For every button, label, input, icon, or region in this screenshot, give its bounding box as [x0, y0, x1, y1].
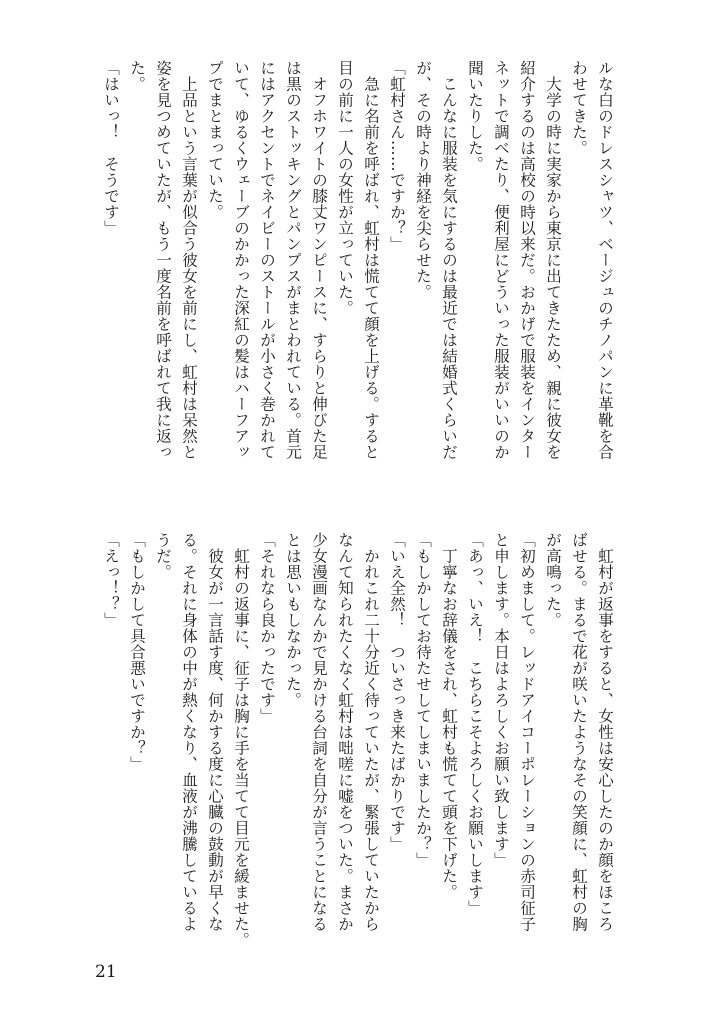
text-line: る。それに身体の中が熱くなり、血液が沸騰しているよ	[180, 532, 198, 932]
page-number: 21	[95, 962, 117, 982]
text-line: は黒のストッキングとパンプスがまとわれている。首元	[284, 60, 302, 460]
text-line: ばせる。まるで花が咲いたようなその笑顔に、虹村の胸	[570, 532, 588, 932]
text-line: 彼女が一言話す度、何かする度に心臓の鼓動が早くな	[206, 532, 224, 932]
text-line: ネットで調べたり、便利屋にどういった服装がいいのか	[492, 60, 510, 460]
text-line: こんなに服装を気にするのは最近では結婚式くらいだ	[440, 60, 458, 460]
text-line: 「もしかして具合悪いですか？」	[128, 532, 146, 772]
text-line: わせてきた。	[570, 60, 588, 156]
text-line: 少女漫画なんかで見かける台詞を自分が言うことになる	[310, 532, 328, 932]
text-block-top	[98, 60, 618, 500]
text-line: 目の前に一人の女性が立っていた。	[336, 60, 354, 316]
text-line: にはアクセントでネイビーのストールが小さく巻かれて	[258, 60, 276, 460]
text-line: 「初めまして。レッドアイコーポレーションの赤司征子	[518, 532, 536, 932]
text-line: が、その時より神経を尖らせた。	[414, 60, 432, 300]
text-line: 大学の時に実家から東京に出てきたため、親に彼女を	[544, 60, 562, 460]
text-line: 「えっ！？」	[102, 532, 120, 628]
text-line: 姿を見つめていたが、もう一度名前を呼ばれて我に返っ	[154, 60, 172, 460]
text-line: 虹村が返事をすると、女性は安心したのか顔をほころ	[596, 532, 614, 932]
text-line: 「虹村さん……ですか？」	[388, 60, 406, 252]
text-line: が高鳴った。	[544, 532, 562, 628]
text-line: 聞いたりした。	[466, 60, 484, 172]
text-line: 丁寧なお辞儀をされ、虹村も慌てて頭を下げた。	[440, 532, 458, 900]
text-line: 紹介するのは高校の時以来だ。おかげで服装をインター	[518, 60, 536, 460]
text-line: 「それなら良かったです」	[258, 532, 276, 724]
text-line: かれこれ二十分近く待っていたが、緊張していたから	[362, 532, 380, 932]
text-line: なんて知られたくなく虹村は咄嗟に嘘をついた。まさか	[336, 532, 354, 932]
text-line: いて、ゆるくウェーブのかかった深紅の髪はハーフアッ	[232, 60, 250, 460]
text-line: 「もしかしてお待たせしてしまいましたか？」	[414, 532, 432, 868]
text-line: ルな白のドレスシャツ、ベージュのチノパンに革靴を合	[596, 60, 614, 460]
text-line: 「いえ全然！ ついさっき来たばかりです」	[388, 532, 406, 852]
text-line: 急に名前を呼ばれ、虹村は慌てて顔を上げる。すると	[362, 60, 380, 460]
text-line: た。	[128, 60, 146, 92]
text-line: 「あっ、いえ！ こちらこそよろしくお願いします」	[466, 532, 484, 916]
text-line: とは思いもしなかった。	[284, 532, 302, 708]
text-line: 虹村の返事に、征子は胸に手を当てて目元を緩ませた。	[232, 532, 250, 948]
text-line: オフホワイトの膝丈ワンピースに、すらりと伸びた足	[310, 60, 328, 460]
text-line: 「はいっ！ そうです」	[102, 60, 120, 236]
text-line: うだ。	[154, 532, 172, 580]
text-line: 上品という言葉が似合う彼女を前にし、虹村は呆然と	[180, 60, 198, 460]
text-line: と申します。本日はよろしくお願い致します」	[492, 532, 510, 868]
text-line: プでまとまっていた。	[206, 60, 224, 220]
text-block-bottom	[98, 532, 618, 972]
